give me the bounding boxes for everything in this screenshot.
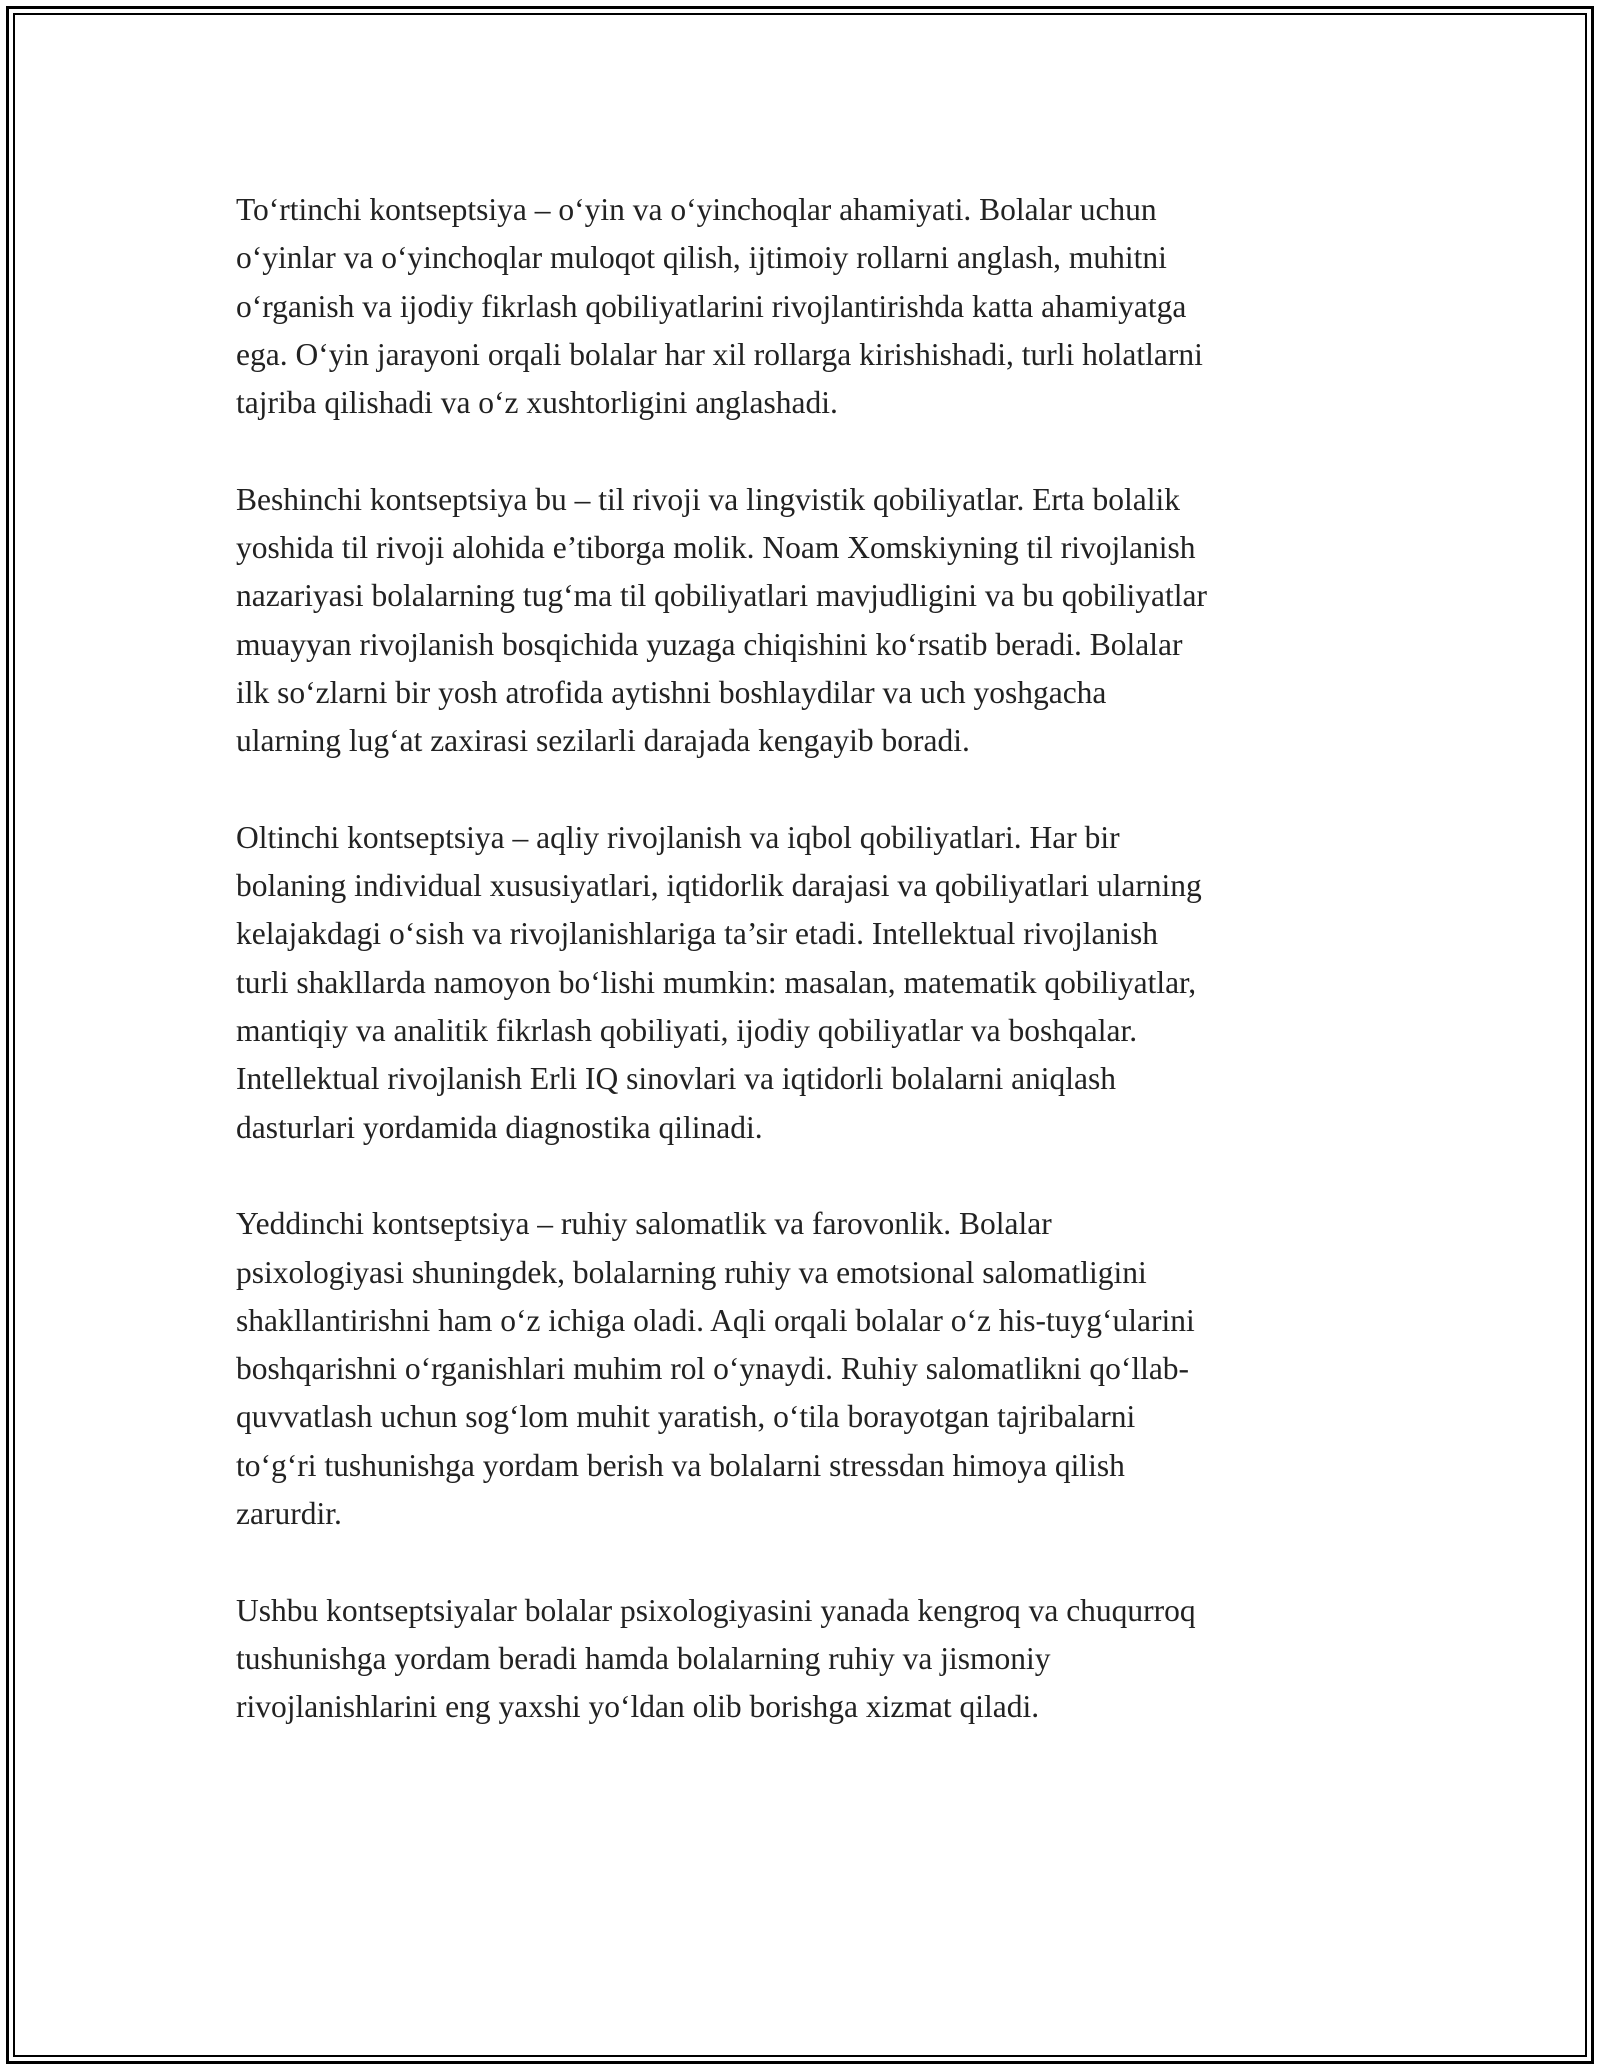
text-line: tajriba qilishadi va o‘z xushtorligini anglashadi. [236,385,838,421]
paragraph-fifth-concept [236,476,1386,766]
text-line: to‘g‘ri tushunishga yordam berish va bolalarni stressdan himoya qilish [236,1447,1125,1483]
paragraph-conclusion [236,1587,1386,1732]
text-line: Yeddinchi kontseptsiya – ruhiy salomatlik va farovonlik. Bolalar [236,1206,1052,1242]
text-line: tushunishga yordam beradi hamda bolalarning ruhiy va jismoniy [236,1640,1051,1676]
text-line: o‘rganish va ijodiy fikrlash qobiliyatlarini rivojlantirishda katta ahamiyatga [236,288,1187,324]
text-line: bolaning individual xususiyatlari, iqtidorlik darajasi va qobiliyatlari ularning [236,868,1202,904]
text-line: yoshida til rivoji alohida e’tiborga molik. Noam Xomskiyning til rivojlanish [236,530,1196,566]
text-line: o‘yinlar va o‘yinchoqlar muloqot qilish, ijtimoiy rollarni anglash, muhitni [236,240,1167,276]
text-line: muayyan rivojlanish bosqichida yuzaga chiqishini ko‘rsatib beradi. Bolalar [236,626,1183,662]
text-line: boshqarishni o‘rganishlari muhim rol o‘ynaydi. Ruhiy salomatlikni qo‘llab- [236,1351,1190,1387]
text-line: Ushbu kontseptsiyalar bolalar psixologiyasini yanada kengroq va chuqurroq [236,1592,1196,1628]
text-line: Intellektual rivojlanish Erli IQ sinovlari va iqtidorli bolalarni aniqlash [236,1061,1117,1097]
text-line: dasturlari yordamida diagnostika qilinadi. [236,1109,763,1145]
paragraph-fourth-concept [236,186,1386,427]
text-line: ularning lug‘at zaxirasi sezilarli darajada kengayib boradi. [236,723,970,759]
text-line: quvvatlash uchun sog‘lom muhit yaratish, o‘tila borayotgan tajribalarni [236,1399,1136,1435]
text-line: Oltinchi kontseptsiya – aqliy rivojlanish va iqbol qobiliyatlari. Har bir [236,819,1120,855]
text-line: zarurdir. [236,1496,342,1532]
text-line: mantiqiy va analitik fikrlash qobiliyati, ijodiy qobiliyatlar va boshqalar. [236,1013,1138,1049]
text-line: To‘rtinchi kontseptsiya – o‘yin va o‘yinchoqlar ahamiyati. Bolalar uchun [236,192,1157,227]
document-body [236,186,1386,1780]
text-line: psixologiyasi shuningdek, bolalarning ruhiy va emotsional salomatligini [236,1254,1147,1290]
text-line: shakllantirishni ham o‘z ichiga oladi. Aqli orqali bolalar o‘z his-tuyg‘ularini [236,1302,1195,1338]
text-line: kelajakdagi o‘sish va rivojlanishlariga ta’sir etadi. Intellektual rivojlanish [236,916,1158,952]
paragraph-sixth-concept [236,814,1386,1152]
text-line: turli shakllarda namoyon bo‘lishi mumkin: masalan, matematik qobiliyatlar, [236,964,1197,1000]
text-line: Beshinchi kontseptsiya bu – til rivoji va lingvistik qobiliyatlar. Erta bolalik [236,481,1181,517]
text-line: ilk so‘zlarni bir yosh atrofida aytishni boshlaydilar va uch yoshgacha [236,674,1107,710]
paragraph-seventh-concept [236,1200,1386,1538]
text-line: nazariyasi bolalarning tug‘ma til qobiliyatlari mavjudligini va bu qobiliyatlar [236,578,1208,614]
text-line: ega. O‘yin jarayoni orqali bolalar har xil rollarga kirishishadi, turli holatlarni [236,336,1203,372]
text-line: rivojlanishlarini eng yaxshi yo‘ldan olib borishga xizmat qiladi. [236,1689,1040,1725]
